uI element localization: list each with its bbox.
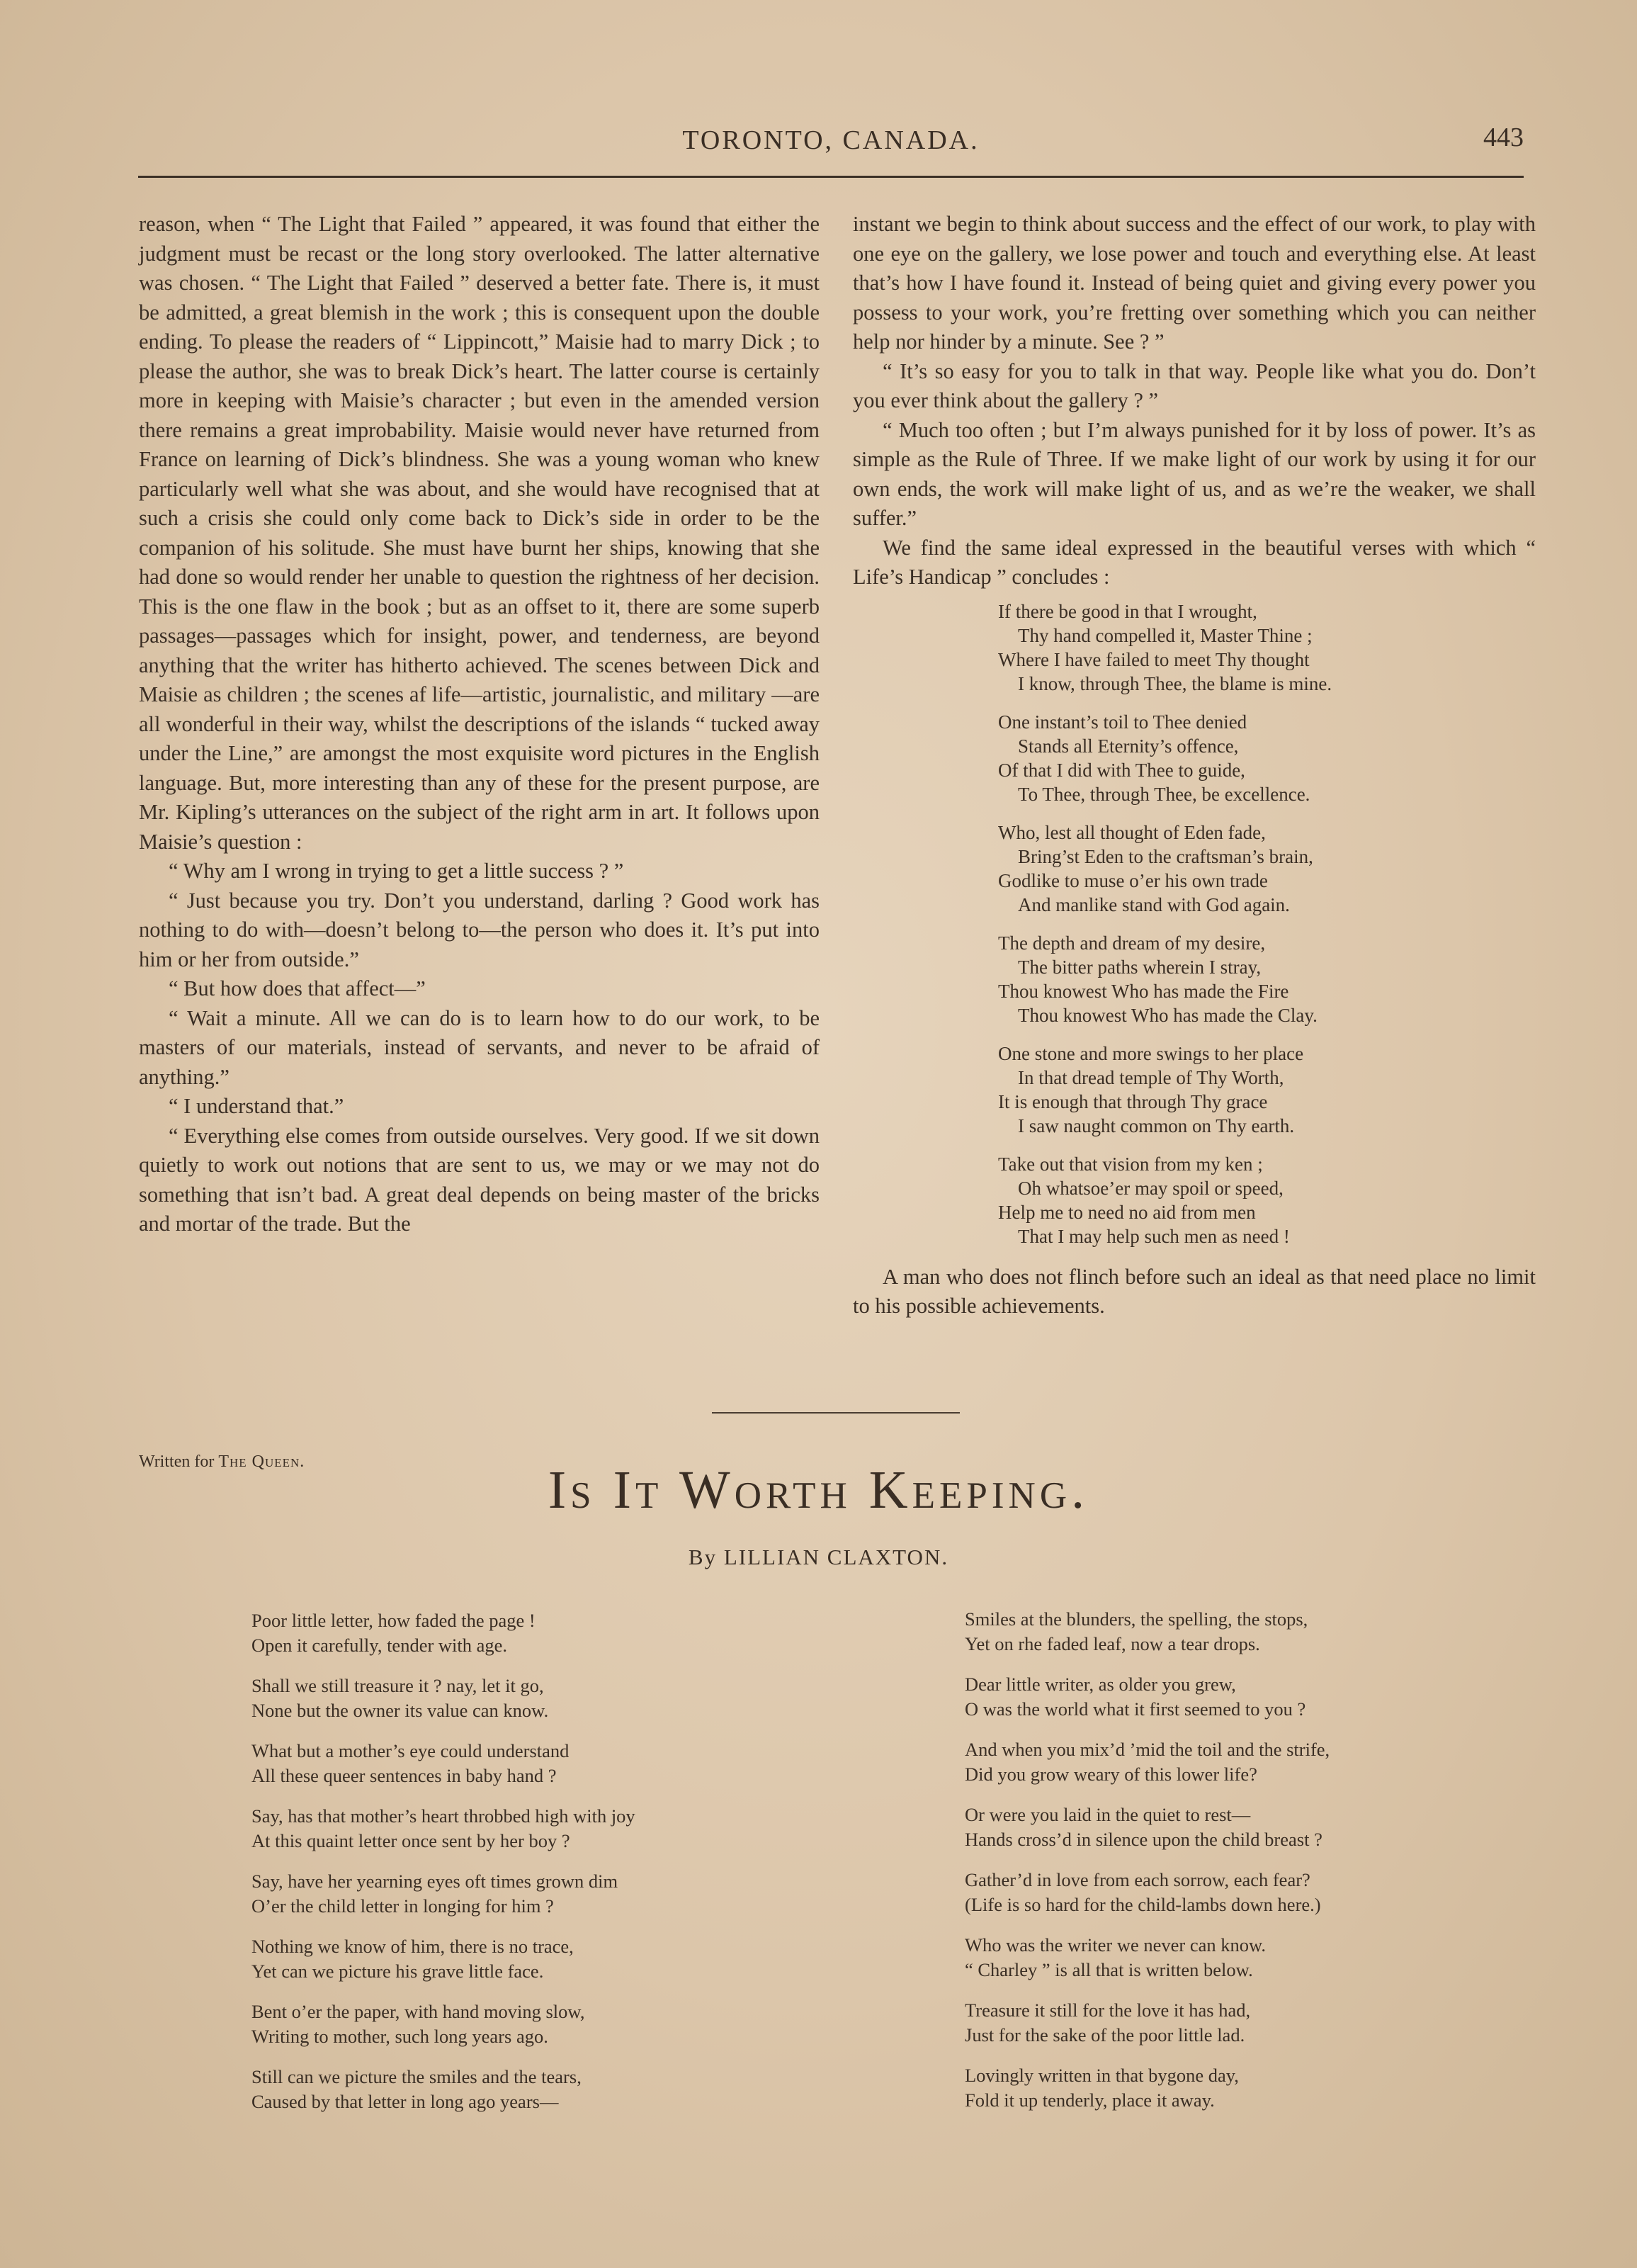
poem-line: Smiles at the blunders, the spelling, the stops,	[965, 1608, 1308, 1630]
poem-line: One instant’s toil to Thee denied	[998, 711, 1247, 733]
poem-stanza	[998, 710, 1536, 806]
paragraph: “ Wait a minute. All we can do is to learn how to do our work, to be masters of our materials, instead of servants, and never to be afraid of anything.”	[139, 1005, 820, 1089]
closing-paragraph: A man who does not flinch before such an ideal as that need place no limit to his possible achievements.	[853, 1264, 1536, 1318]
poem-line: The depth and dream of my desire,	[998, 932, 1266, 954]
poem-stanza	[965, 1737, 1461, 1787]
poem-line: Still can we picture the smiles and the tears,	[251, 2066, 582, 2087]
poem-line: If there be good in that I wrought,	[998, 600, 1257, 622]
poem-line: Thy hand compelled it, Master Thine ;	[1018, 624, 1313, 646]
poem-line: Poor little letter, how faded the page !	[251, 1610, 536, 1631]
poem-stanza	[998, 931, 1536, 1027]
section-divider	[712, 1412, 960, 1414]
paragraph: “ I understand that.”	[169, 1094, 344, 1118]
poem-line: Gather’d in love from each sorrow, each fear?	[965, 1869, 1310, 1890]
poem-stanza	[998, 820, 1536, 917]
poem-line: That I may help such men as need !	[1018, 1225, 1290, 1247]
poem-line: Oh whatsoe’er may spoil or speed,	[1018, 1177, 1284, 1199]
poem-line: O was the world what it first seemed to you ?	[965, 1698, 1306, 1720]
quoted-poem	[998, 599, 1536, 1248]
page-header	[138, 119, 1524, 162]
poem-line: Nothing we know of him, there is no trace,	[251, 1936, 574, 1957]
poem-line: Yet on rhe faded leaf, now a tear drops.	[965, 1633, 1260, 1654]
poem-line: Godlike to muse o’er his own trade	[998, 869, 1268, 891]
poem-line: Thou knowest Who has made the Clay.	[1018, 1004, 1318, 1026]
poem-line: What but a mother’s eye could understand	[251, 1740, 570, 1761]
poem-line: Say, has that mother’s heart throbbed high with joy	[251, 1805, 635, 1827]
paragraph: “ Why am I wrong in trying to get a little success ? ”	[169, 859, 624, 883]
poem-line: Treasure it still for the love it has had,	[965, 1999, 1251, 2021]
poem-stanza	[251, 2065, 705, 2114]
poem-line: Did you grow weary of this lower life?	[965, 1764, 1257, 1785]
poem-stanza	[965, 2063, 1461, 2113]
written-for-publication: The Queen.	[218, 1452, 305, 1471]
paragraph: “ But how does that affect—”	[169, 976, 426, 1000]
poem-stanza	[251, 1739, 705, 1788]
poem-stanza	[251, 1608, 705, 1658]
poem-line: Where I have failed to meet Thy thought	[998, 648, 1310, 670]
poem-line: Bent o’er the paper, with hand moving slow,	[251, 2001, 585, 2022]
poem-stanza	[251, 1804, 705, 1854]
poem-line: I saw naught common on Thy earth.	[1018, 1115, 1295, 1136]
right-column	[853, 210, 1536, 1321]
poem-stanza	[965, 1672, 1461, 1722]
poem-line: Help me to need no aid from men	[998, 1201, 1256, 1223]
poem-line: Of that I did with Thee to guide,	[998, 759, 1245, 781]
poem-line: Bring’st Eden to the craftsman’s brain,	[1018, 845, 1313, 867]
poem-stanza	[251, 1999, 705, 2049]
poem-stanza	[998, 599, 1536, 696]
poem-line: Say, have her yearning eyes oft times grown dim	[251, 1871, 618, 1892]
paragraph: We find the same ideal expressed in the beautiful verses with which “ Life’s Handicap ” concludes :	[853, 535, 1536, 589]
poem-stanza	[965, 1933, 1461, 1982]
poem-stanza	[251, 1674, 705, 1723]
written-for-prefix: Written for	[139, 1452, 215, 1471]
paragraph: “ Just because you try. Don’t you understand, darling ? Good work has nothing to do with—doesn’t belong to—the person who does it. It’s put into him or her from outside.”	[139, 888, 820, 971]
poem-line: It is enough that through Thy grace	[998, 1090, 1268, 1112]
poem-line: To Thee, through Thee, be excellence.	[1018, 783, 1310, 805]
poem-line: In that dread temple of Thy Worth,	[1018, 1066, 1284, 1088]
poem-line: Thou knowest Who has made the Fire	[998, 980, 1289, 1002]
poem-line: Stands all Eternity’s offence,	[1018, 735, 1239, 757]
poem-stanza	[965, 1868, 1461, 1917]
poem-line: Open it carefully, tender with age.	[251, 1635, 508, 1656]
poem-line: Yet can we picture his grave little face.	[251, 1960, 544, 1982]
poem-right-column	[965, 1607, 1461, 2128]
running-title: TORONTO, CANADA.	[682, 125, 980, 155]
header-rule	[138, 176, 1524, 178]
poem-line: (Life is so hard for the child-lambs down here.)	[965, 1894, 1321, 1915]
poem-stanza	[965, 1607, 1461, 1657]
poem-line: The bitter paths wherein I stray,	[1018, 956, 1262, 978]
poem-line: Fold it up tenderly, place it away.	[965, 2089, 1215, 2111]
poem-stanza	[998, 1042, 1536, 1138]
poem-stanza	[965, 1998, 1461, 2048]
paragraph: “ Everything else comes from outside ourselves. Very good. If we sit down quietly to work out notions that are sent to us, we may or we may not do something that isn’t bad. A great deal depends on being master of the bricks and mortar of the trade. But the	[139, 1123, 820, 1236]
left-column	[139, 210, 820, 1239]
poem-line: Shall we still treasure it ? nay, let it go,	[251, 1675, 544, 1696]
poem-line: Or were you laid in the quiet to rest—	[965, 1804, 1251, 1825]
poem-line: At this quaint letter once sent by her boy ?	[251, 1830, 570, 1851]
poem-line: Hands cross’d in silence upon the child breast ?	[965, 1829, 1322, 1850]
poem-line: Who, lest all thought of Eden fade,	[998, 821, 1266, 843]
poem-line: Just for the sake of the poor little lad.	[965, 2024, 1245, 2046]
poem-line: Dear little writer, as older you grew,	[965, 1674, 1236, 1695]
poem-line: Who was the writer we never can know.	[965, 1934, 1267, 1956]
poem-byline: By LILLIAN CLAXTON.	[688, 1545, 949, 1569]
poem-title: Is It Worth Keeping.	[548, 1460, 1089, 1520]
poem-stanza	[998, 1152, 1536, 1248]
poem-line: All these queer sentences in baby hand ?	[251, 1765, 557, 1786]
paragraph: instant we begin to think about success and the effect of our work, to play with one eye on the gallery, we lose power and touch and everything else. At least that’s how I have found it. Instead of being quiet and giving every power you possess to your work, you’re fretting over something which you can neither help nor hinder by a minute. See ? ”	[853, 212, 1536, 354]
poem-line: Writing to mother, such long years ago.	[251, 2026, 548, 2047]
poem-left-column	[251, 1608, 705, 2130]
paragraph: “ Much too often ; but I’m always punished for it by loss of power. It’s as simple as the Rule of Three. If we make light of our work by using it for our own ends, the work will make light of us, and as we’re the weaker, we shall suffer.”	[853, 417, 1536, 530]
page-number: 443	[1483, 123, 1524, 152]
paragraph: “ It’s so easy for you to talk in that way. People like what you do. Don’t you ever think about the gallery ? ”	[853, 359, 1536, 412]
poem-line: And manlike stand with God again.	[1018, 893, 1290, 915]
poem-line: One stone and more swings to her place	[998, 1042, 1304, 1064]
poem-line: None but the owner its value can know.	[251, 1700, 549, 1721]
poem-stanza	[965, 1802, 1461, 1852]
poem-line: “ Charley ” is all that is written below.	[965, 1959, 1253, 1980]
poem-stanza	[251, 1934, 705, 1984]
poem-line: I know, through Thee, the blame is mine.	[1018, 672, 1332, 694]
poem-line: And when you mix’d ’mid the toil and the strife,	[965, 1739, 1330, 1760]
poem-line: Lovingly written in that bygone day,	[965, 2065, 1239, 2086]
poem-stanza	[251, 1869, 705, 1919]
paragraph: reason, when “ The Light that Failed ” appeared, it was found that either the judgment must be recast or the long story overlooked. The latter alternative was chosen. “ The Light that Failed ” deserved a better fate. There is, it must be admitted, a great blemish in the work ; this is consequent upon the double ending. To please the readers of “ Lippincott,” Maisie had to marry Dick ; to please the author, she was to break Dick’s heart. The latter course is certainly more in keeping with Maisie’s character ; but even in the amended version there remains a great improbability. Maisie would never have returned from France on learning of Dick’s blindness. She was a young woman who knew particularly well what she was about, and she would have recognised that at such a crisis she could only come back to Dick’s side in order to be the companion of his solitude. She must have burnt her ships, knowing that she had done so would render her unable to question the rightness of her decision. This is the one flaw in the book ; but as an offset to it, there are some superb passages—passages which for insight, power, and tenderness, are beyond anything that the writer has hitherto achieved. The scenes between Dick and Maisie as children ; the scenes af life—artistic, journalistic, and military —are all wonderful in their way, whilst the descriptions of the islands “ tucked away under the Line,” are amongst the most exquisite word pictures in the English language. But, more interesting than any of these for the present purpose, are Mr. Kipling’s utterances on the subject of the right arm in art. It follows upon Maisie’s question :	[139, 212, 820, 854]
poem-line: Take out that vision from my ken ;	[998, 1153, 1263, 1175]
poem-line: O’er the child letter in longing for him ?	[251, 1895, 554, 1917]
poem-line: Caused by that letter in long ago years—	[251, 2091, 559, 2112]
